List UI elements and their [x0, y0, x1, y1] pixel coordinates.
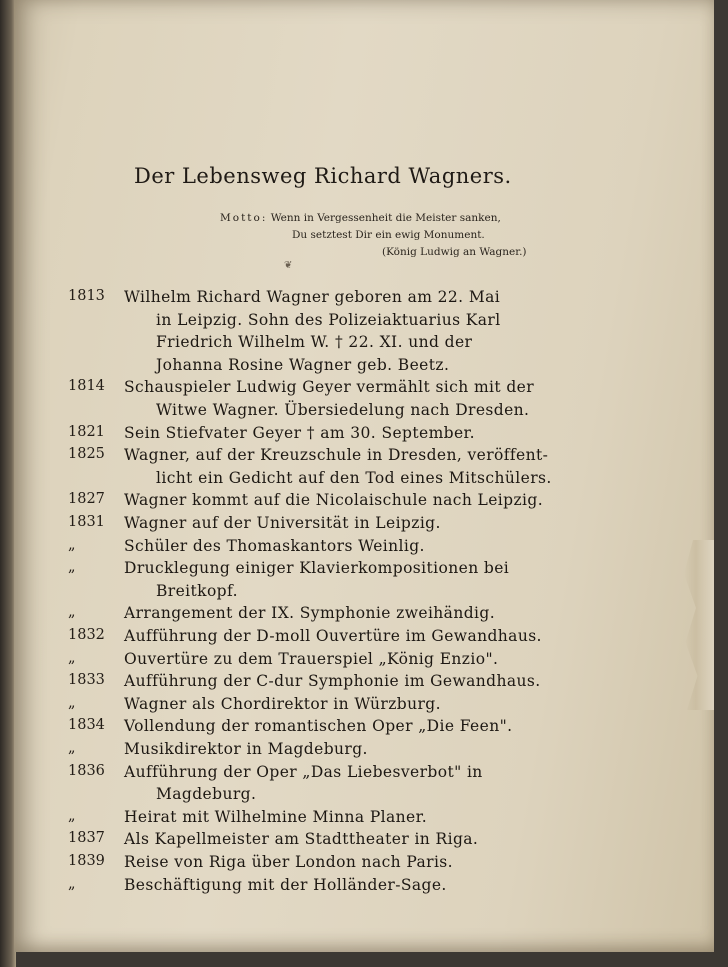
motto-line-1	[220, 210, 590, 227]
entry-text: Wagner, auf der Kreuzschule in Dresden, veröffent-	[124, 446, 549, 465]
year-label: 1831	[68, 514, 105, 530]
entry-text: Vollendung der romantischen Oper „Die Feen".	[124, 717, 513, 736]
page-title: Der Lebensweg Richard Wagners.	[134, 164, 512, 188]
motto-attribution: (König Ludwig an Wagner.)	[382, 246, 527, 258]
year-label: 1827	[68, 491, 105, 508]
entry-text: Magdeburg.	[156, 785, 257, 804]
chronology-line	[14, 537, 714, 559]
entry-text: Reise von Riga über London nach Paris.	[124, 853, 453, 871]
year-label: 1834	[68, 717, 105, 734]
entry-text: Friedrich Wilhelm W. † 22. XI. und der	[156, 333, 473, 352]
entry-text: Schüler des Thomaskantors Weinlig.	[124, 536, 425, 555]
chronology-line	[14, 469, 714, 491]
chronology-line	[14, 446, 714, 468]
entry-text: Drucklegung einiger Klavierkompositionen bei	[124, 559, 510, 578]
chronology-line	[14, 288, 714, 310]
entry-text: Johanna Rosine Wagner geb. Beetz.	[156, 355, 450, 374]
entry-text: Musikdirektor in Magdeburg.	[124, 740, 368, 758]
chronology-line	[14, 311, 714, 333]
entry-text: Aufführung der C-dur Symphonie im Gewandhaus.	[124, 672, 541, 691]
chronology-line	[14, 785, 714, 807]
year-label: „	[68, 875, 76, 892]
entry-text: Aufführung der Oper „Das Liebesverbot" in	[124, 762, 483, 781]
entry-text: Aufführung der D-moll Ouvertüre im Gewandhaus.	[124, 627, 542, 645]
entry-text: licht ein Gedicht auf den Tod eines Mitschülers.	[156, 468, 552, 487]
entry-text: Wilhelm Richard Wagner geboren am 22. Mai	[124, 288, 501, 306]
chronology-line	[14, 559, 714, 581]
year-label: 1814	[68, 378, 105, 395]
entry-text: Wagner auf der Universität in Leipzig.	[124, 514, 441, 532]
year-label: „	[68, 807, 76, 824]
chronology-line	[14, 333, 714, 355]
year-label: „	[68, 559, 76, 576]
year-label: „	[68, 649, 76, 666]
chronology-line	[14, 853, 714, 875]
entry-text: Ouvertüre zu dem Trauerspiel „König Enzio".	[124, 649, 499, 668]
entry-text: in Leipzig. Sohn des Polizeiaktuarius Karl	[156, 310, 501, 329]
ornament-icon: ❦	[284, 260, 293, 271]
book-page	[14, 0, 714, 952]
motto-block	[220, 210, 590, 261]
entry-text: Beschäftigung mit der Holländer-Sage.	[124, 875, 447, 894]
chronology-line	[14, 491, 714, 513]
year-label: 1833	[68, 672, 105, 689]
chronology-line	[14, 356, 714, 378]
year-label: „	[68, 604, 76, 621]
chronology-line	[14, 401, 714, 423]
entry-text: Wagner als Chordirektor in Würzburg.	[124, 694, 441, 713]
entry-text: Heirat mit Wilhelmine Minna Planer.	[124, 807, 428, 826]
chronology-line	[14, 876, 714, 898]
chronology-line	[14, 582, 714, 604]
chronology-line	[14, 424, 714, 446]
entry-text: Sein Stiefvater Geyer † am 30. September.	[124, 423, 475, 442]
entry-text: Breitkopf.	[156, 581, 238, 600]
chronology-line	[14, 378, 714, 400]
chronology-line	[14, 604, 714, 626]
motto-label: Motto:	[220, 212, 268, 224]
motto-text-1: Wenn in Vergessenheit die Meister sanken,	[270, 212, 501, 224]
entry-text: Als Kapellmeister am Stadttheater in Riga.	[124, 830, 479, 849]
entry-text: Witwe Wagner. Übersiedelung nach Dresden.	[156, 401, 530, 419]
chronology-line	[14, 830, 714, 852]
year-label: „	[68, 536, 76, 553]
chronology-line	[14, 672, 714, 694]
year-label: 1836	[68, 762, 105, 779]
chronology-line	[14, 717, 714, 739]
year-label: „	[68, 694, 76, 711]
entry-text: Wagner kommt auf die Nicolaischule nach Leipzig.	[124, 491, 544, 510]
year-label: 1825	[68, 446, 105, 463]
year-label: 1821	[68, 423, 105, 440]
year-label: „	[68, 740, 76, 756]
chronology-line	[14, 763, 714, 785]
motto-line-2: Du setztest Dir ein ewig Monument.	[292, 229, 485, 241]
year-label: 1832	[68, 627, 105, 643]
entry-text: Schauspieler Ludwig Geyer vermählt sich mit der	[124, 378, 535, 397]
chronology-line	[14, 514, 714, 536]
chronology-line	[14, 650, 714, 672]
chronology-line	[14, 695, 714, 717]
entry-text: Arrangement der IX. Symphonie zweihändig.	[124, 604, 496, 623]
chronology-line	[14, 740, 714, 762]
chronology-line	[14, 627, 714, 649]
chronology-line	[14, 808, 714, 830]
year-label: 1839	[68, 853, 105, 869]
year-label: 1837	[68, 830, 105, 847]
year-label: 1813	[68, 288, 105, 304]
